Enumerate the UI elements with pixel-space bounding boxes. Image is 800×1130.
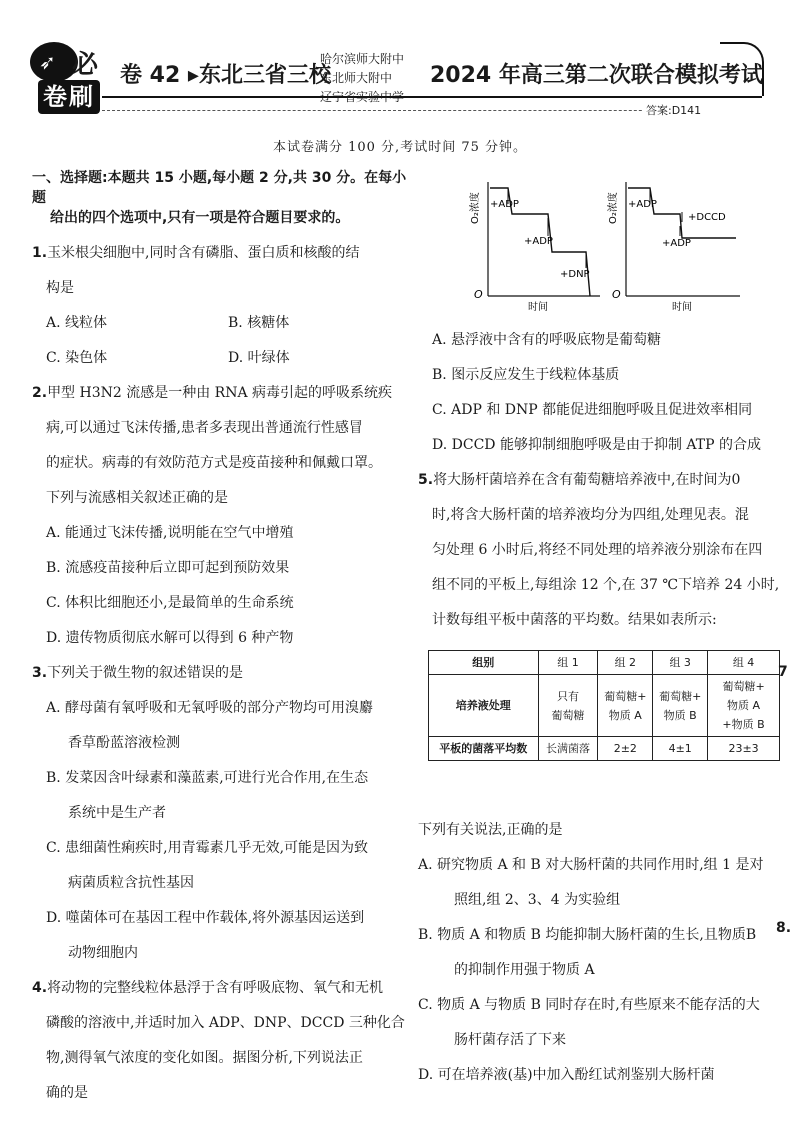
- answer-code: 答案:D141: [642, 102, 705, 118]
- annotation-label: +ADP: [524, 236, 553, 247]
- question-3: [32, 663, 412, 963]
- option-b: B. 核糖体: [228, 315, 290, 331]
- section-line: 一、选择题:本题共 15 小题,每小题 2 分,共 30 分。在每小题: [32, 170, 407, 206]
- table-cell: 组 2: [598, 651, 653, 675]
- brand-logo: [30, 42, 100, 114]
- option-b-cont: 的抑制作用强于物质 A: [454, 962, 595, 978]
- option-b: B. 图示反应发生于线粒体基质: [432, 367, 620, 383]
- volume-label: 卷 42 ▸东北三省三校: [120, 63, 331, 88]
- question-stem: 物,测得氧气浓度的变化如图。据图分析,下列说法正: [46, 1050, 363, 1066]
- table-cell: 葡萄糖+ 物质 A: [598, 675, 653, 737]
- table-cell: 2±2: [598, 737, 653, 761]
- option-b-cont: 系统中是生产者: [68, 805, 166, 821]
- table-header-row: [429, 651, 780, 675]
- annotation-label: +ADP: [662, 238, 691, 249]
- table-cell: 组 4: [708, 651, 780, 675]
- question-stem: 构是: [46, 280, 74, 296]
- question-stem: 将动物的完整线粒体悬浮于含有呼吸底物、氧气和无机: [47, 980, 384, 996]
- margin-number: 7: [778, 664, 788, 680]
- question-number: 2.: [32, 385, 48, 401]
- option-d: D. 遗传物质彻底水解可以得到 6 种产物: [46, 630, 294, 646]
- question-stem: 甲型 H3N2 流感是一种由 RNA 病毒引起的呼吸系统疾: [47, 385, 393, 401]
- table-cell: 只有 葡萄糖: [538, 675, 598, 737]
- question-4: [32, 978, 412, 1103]
- x-axis-label: 时间: [528, 302, 548, 313]
- option-c-cont: 病菌质粒含抗性基因: [68, 875, 194, 891]
- question-stem: 病,可以通过飞沫传播,患者多表现出普通流行性感冒: [46, 420, 363, 436]
- question-stem: 匀处理 6 小时后,将经不同处理的培养液分别涂布在四: [432, 542, 763, 558]
- exam-note: 本试卷满分 100 分,考试时间 75 分钟。: [272, 140, 528, 155]
- y-axis-label: O₂浓度: [470, 192, 481, 224]
- left-column: [32, 168, 412, 1118]
- logo-bi-char: 必: [72, 50, 99, 80]
- origin-label: O: [474, 288, 483, 301]
- table-cell: 长满菌落: [538, 737, 598, 761]
- option-a-cont: 香草酚蓝溶液检测: [68, 735, 180, 751]
- annotation-label: +ADP: [628, 199, 657, 210]
- question-5-options: [418, 820, 780, 1100]
- question-2: [32, 383, 412, 648]
- school-list: [320, 50, 404, 107]
- y-axis-label: O₂浓度: [608, 192, 619, 224]
- school-name: 辽宁省实验中学: [320, 90, 405, 104]
- option-a: A. 线粒体: [46, 315, 108, 331]
- option-a: A. 能通过飞沫传播,说明能在空气中增殖: [46, 525, 294, 541]
- x-axis-label: 时间: [672, 302, 692, 313]
- bird-icon: ➶: [39, 50, 56, 74]
- exam-title: 2024 年高三第二次联合模拟考试: [430, 63, 763, 88]
- origin-label: O: [612, 288, 621, 301]
- question-stem: 的症状。病毒的有效防范方式是疫苗接种和佩戴口罩。: [46, 455, 382, 471]
- annotation-label: +DNP: [560, 269, 590, 280]
- school-name: 东北师大附中: [320, 71, 393, 85]
- option-c: C. 染色体: [46, 350, 108, 366]
- question-stem: 磷酸的溶液中,并适时加入 ADP、DNP、DCCD 三种化合: [46, 1015, 405, 1031]
- table-cell: 4±1: [653, 737, 708, 761]
- option-c: C. ADP 和 DNP 都能促进细胞呼吸且促进效率相同: [432, 402, 753, 418]
- header-rule: [102, 96, 762, 98]
- table-cell: 葡萄糖+ 物质 B: [653, 675, 708, 737]
- right-column-q4-options: [418, 330, 778, 470]
- option-c-cont: 肠杆菌存活了下来: [454, 1032, 566, 1048]
- table-cell: 组 3: [653, 651, 708, 675]
- option-d: D. DCCD 能够抑制细胞呼吸是由于抑制 ATP 的合成: [432, 437, 761, 453]
- option-d: D. 叶绿体: [228, 350, 290, 366]
- question-5: [418, 470, 780, 645]
- right-graph: [606, 182, 740, 313]
- question-stem: 确的是: [46, 1085, 88, 1101]
- option-b: B. 物质 A 和物质 B 均能抑制大肠杆菌的生长,且物质B: [418, 927, 757, 943]
- question-number: 3.: [32, 665, 48, 681]
- question-stem: 下列与流感相关叙述正确的是: [46, 490, 228, 506]
- table-row: [429, 675, 780, 737]
- option-a: A. 悬浮液中含有的呼吸底物是葡萄糖: [432, 332, 662, 348]
- option-d-cont: 动物细胞内: [68, 945, 138, 961]
- option-a: A. 研究物质 A 和 B 对大肠杆菌的共同作用时,组 1 是对: [418, 857, 764, 873]
- table-cell: 葡萄糖+ 物质 A +物质 B: [708, 675, 780, 737]
- table-cell: 组别: [429, 651, 539, 675]
- option-c: C. 体积比细胞还小,是最简单的生命系统: [46, 595, 294, 611]
- table-cell: 平板的菌落平均数: [429, 737, 539, 761]
- option-b: B. 发菜因含叶绿素和藻蓝素,可进行光合作用,在生态: [46, 770, 369, 786]
- page-header: [30, 40, 765, 118]
- section-heading: [32, 168, 412, 228]
- question-stem: 计数每组平板中菌落的平均数。结果如表所示:: [432, 612, 717, 628]
- question-stem: 下列关于微生物的叙述错误的是: [47, 665, 244, 681]
- question-ask: 下列有关说法,正确的是: [418, 822, 563, 838]
- school-name: 哈尔滨师大附中: [320, 52, 405, 66]
- oxygen-graphs: [430, 174, 770, 319]
- table-cell: 培养液处理: [429, 675, 539, 737]
- question-stem: 时,将含大肠杆菌的培养液均分为四组,处理见表。混: [432, 507, 749, 523]
- question-stem: 玉米根尖细胞中,同时含有磷脂、蛋白质和核酸的结: [47, 245, 360, 261]
- margin-number: 8.: [776, 920, 792, 936]
- question-stem: 将大肠杆菌培养在含有葡萄糖培养液中,在时间为0: [433, 472, 741, 488]
- left-graph: [468, 182, 600, 313]
- annotation-label: +ADP: [490, 199, 519, 210]
- option-c: C. 患细菌性痢疾时,用青霉素几乎无效,可能是因为致: [46, 840, 369, 856]
- option-a: A. 酵母菌有氧呼吸和无氧呼吸的部分产物均可用溴麝: [46, 700, 374, 716]
- option-d: D. 噬菌体可在基因工程中作载体,将外源基因运送到: [46, 910, 365, 926]
- table-cell: 组 1: [538, 651, 598, 675]
- question-number: 5.: [418, 472, 434, 488]
- option-c: C. 物质 A 与物质 B 同时存在时,有些原来不能存活的大: [418, 997, 760, 1013]
- question-stem: 组不同的平板上,每组涂 12 个,在 37 ℃下培养 24 小时,: [432, 577, 780, 593]
- logo-text: 卷刷: [38, 80, 100, 114]
- annotation-label: +DCCD: [688, 212, 726, 223]
- results-table: [428, 650, 780, 761]
- option-d: D. 可在培养液(基)中加入酚红试剂鉴别大肠杆菌: [418, 1067, 715, 1083]
- header-dashed-rule: [102, 110, 692, 111]
- question-number: 4.: [32, 980, 48, 996]
- question-1: [32, 243, 412, 368]
- section-line: 给出的四个选项中,只有一项是符合题目要求的。: [50, 210, 350, 226]
- question-number: 1.: [32, 245, 48, 261]
- table-cell: 23±3: [708, 737, 780, 761]
- table-row: [429, 737, 780, 761]
- option-a-cont: 照组,组 2、3、4 为实验组: [454, 892, 621, 908]
- option-b: B. 流感疫苗接种后立即可起到预防效果: [46, 560, 290, 576]
